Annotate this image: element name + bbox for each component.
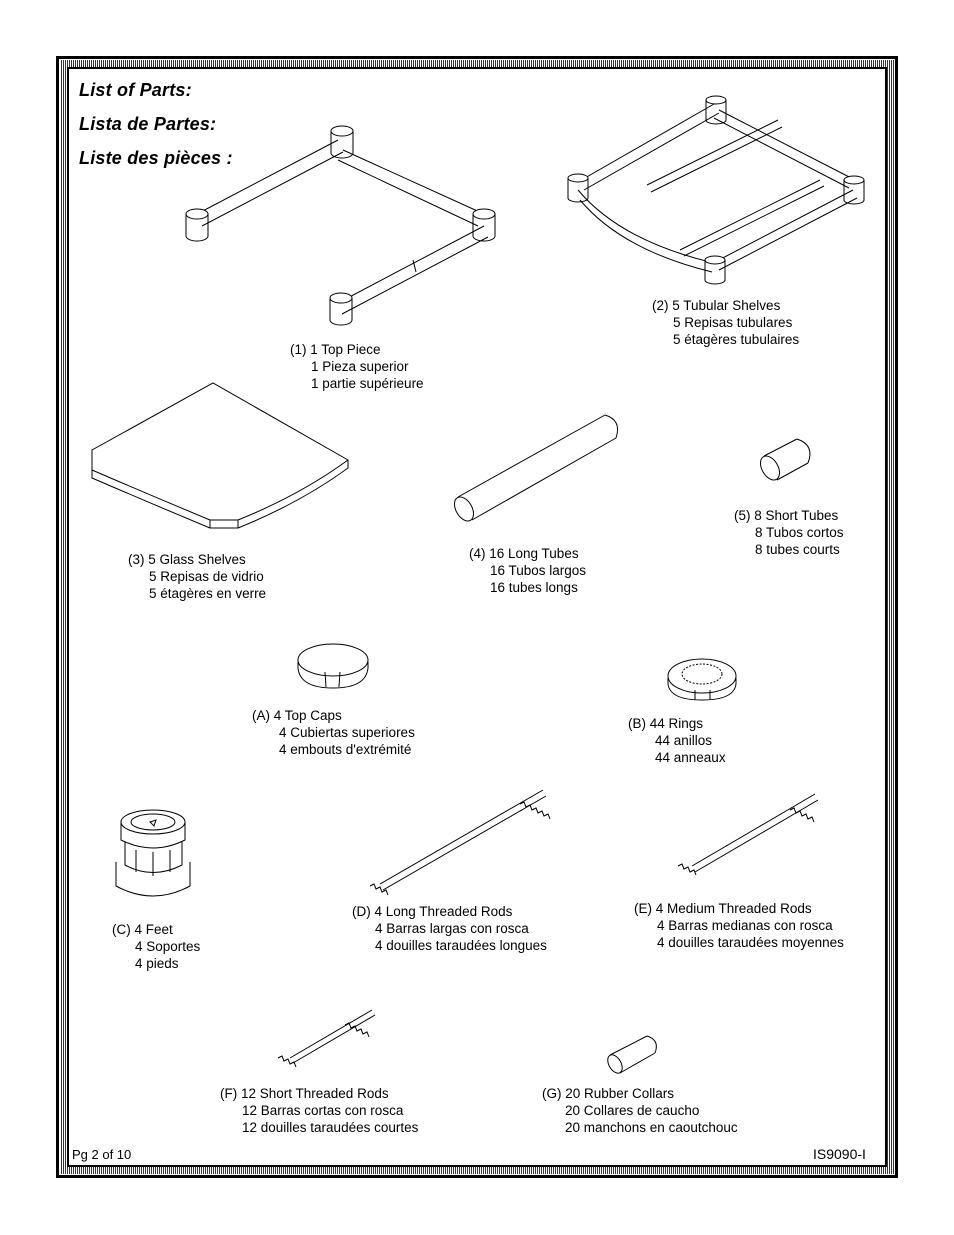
page-number: Pg 2 of 10 [72,1147,132,1162]
part-g-label [542,1085,738,1136]
part-label-en: (A) 4 Top Caps [252,708,342,723]
part-label-en: (C) 4 Feet [112,922,173,937]
part-3-label [128,551,266,602]
part-a-label [252,707,415,758]
part-2-label [652,297,799,348]
part-1-label [290,341,424,392]
part-label-es: 5 Repisas tubulares [673,315,793,330]
part-label-es: 5 Repisas de vidrio [149,569,264,584]
part-label-en: (4) 16 Long Tubes [469,546,579,561]
part-label-fr: 4 pieds [135,956,179,971]
part-label-fr: 4 embouts d'extrémité [279,742,412,757]
part-label-en: (3) 5 Glass Shelves [128,552,246,567]
part-label-fr: 20 manchons en caoutchouc [565,1120,738,1135]
part-label-fr: 44 anneaux [655,750,726,765]
heading-french: Liste des pièces : [79,148,233,168]
heading-english: List of Parts: [79,80,192,100]
part-label-es: 44 anillos [655,733,713,748]
part-f-label [220,1085,418,1136]
part-label-en: (2) 5 Tubular Shelves [652,298,781,313]
part-label-es: 4 Cubiertas superiores [279,725,415,740]
part-4-label [469,545,586,596]
part-label-fr: 4 douilles taraudées moyennes [657,935,844,950]
long-tube-illustration [451,415,618,524]
short-tube-illustration [757,439,810,483]
part-c-label [112,921,200,972]
foot-illustration [116,810,190,896]
part-label-fr: 5 étagères tubulaires [673,332,800,347]
part-d-label [352,903,547,954]
ring-illustration [668,659,736,700]
part-label-es: 4 Soportes [135,939,201,954]
part-label-fr: 5 étagères en verre [149,586,267,601]
part-label-en: (1) 1 Top Piece [290,342,381,357]
part-label-fr: 4 douilles taraudées longues [375,938,547,953]
short-threaded-rod-illustration [278,1010,375,1067]
part-label-en: (5) 8 Short Tubes [734,508,839,523]
part-e-label [634,900,844,951]
part-label-es: 1 Pieza superior [311,359,409,374]
part-label-fr: 12 douilles taraudées courtes [242,1120,419,1135]
part-5-label [734,507,844,558]
part-label-es: 4 Barras largas con rosca [375,921,529,936]
part-label-en: (D) 4 Long Threaded Rods [352,904,513,919]
tubular-shelf-illustration [568,96,864,284]
long-threaded-rod-illustration [370,790,550,895]
top-cap-illustration [298,644,368,688]
part-label-fr: 16 tubes longs [490,580,578,595]
part-label-en: (E) 4 Medium Threaded Rods [634,901,812,916]
document-code: IS9090-I [813,1146,866,1162]
medium-threaded-rod-illustration [678,794,818,875]
part-label-fr: 1 partie supérieure [311,376,424,391]
part-label-es: 16 Tubos largos [490,563,587,578]
part-label-es: 4 Barras medianas con rosca [657,918,833,933]
part-label-fr: 8 tubes courts [755,542,840,557]
glass-shelf-illustration [92,383,348,528]
heading-spanish: Lista de Partes: [79,114,217,134]
part-label-es: 8 Tubos cortos [755,525,844,540]
part-label-en: (G) 20 Rubber Collars [542,1086,675,1101]
part-label-en: (F) 12 Short Threaded Rods [220,1086,389,1101]
part-b-label [628,715,726,766]
rubber-collar-illustration [605,1036,657,1076]
part-label-en: (B) 44 Rings [628,716,704,731]
part-label-es: 12 Barras cortas con rosca [242,1103,404,1118]
part-label-es: 20 Collares de caucho [565,1103,700,1118]
